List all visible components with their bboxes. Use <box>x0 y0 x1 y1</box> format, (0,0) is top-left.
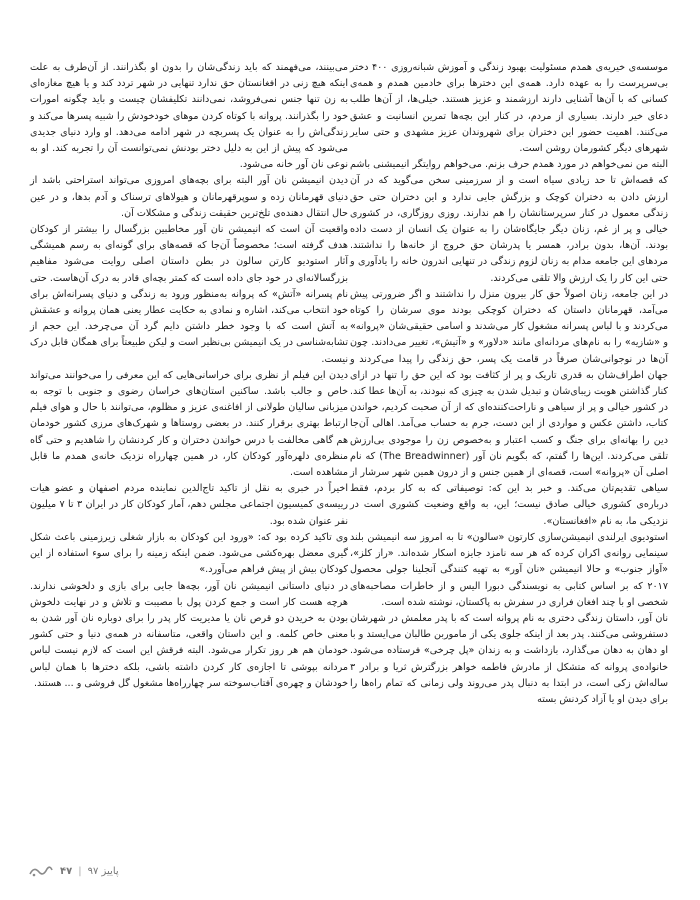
paragraph: دیدن انیمیشن نان آور البته برای بچه‌های امروزی می‌تواند استراحتی باشد از دنیای قهرمانان زده و سوپرقهرمانان و هیولاهای ترسناک و آدم بدها، و در عین حال انتقال دهنده‌ی تلخ‌ترین حقیقت زندگی و مشکلات آن. <box>30 175 348 219</box>
paragraph: می‌بینند، می‌فهمند که باید زندگی‌شان را بدون او بگذرانند. از آن‌طرف به علت اینکه هیچ زنی در افغانستان حق ندارد تنهایی در شهر تردد کند و یا هیچ مغازه‌ای به زن تنها جنس نمی‌فروشد، نمی‌دانند تکلیفشان چیست و باید چگونه امورات خود را بگذرانند. پروانه با کوتاه کردن موهای خودخودش را شبیه پسرها می‌کند و زندگی‌اش را به عنوان یک پسربچه در شهر ادامه می‌دهد. او وارد دنیای جدیدی می‌شود که پیش از این به دلیل دختر بودنش نمی‌توانست آن را تجربه کند. او به نوعی نان آور خانه می‌شود. <box>30 62 348 171</box>
paragraph: موسسه‌ی خیریه‌ی همدم مسئولیت بهبود زندگی و آموزش شبانه‌روزی ۴۰۰ دختر بی‌سرپرست را به عهده دارد. همه‌ی این دخترها برای خادمین همدم و همه‌ی کسانی که با آن‌ها آشنایی دارند ارزشمند و عزیز هستند. خیلی‌ها، از آن‌ها طلب دعای خیر دارند. بسیاری از مردم، در کنار این بچه‌ها تمرین انسانیت و عشق می‌کنند. اهمیت حضور این دختران برای شهروندان عزیز مشهدی و حتی سایر شهرهای دیگر کشورمان روشن است. <box>350 62 668 155</box>
paragraph: در دنیای داستانی انیمیشن نان آور، بچه‌ها جایی برای بازی و دلخوشی ندارند. هرچه هست کار است و جمع کردن پول با مصیبت و تلاش و در نهایت دلخوش بودن به خریدن دو قرص نان یا مدیریت کار پدر را برای دوباره نان آور شدن به معنی خاص کلمه. و این داستان واقعی، متاسفانه در همه‌ی دنیا و حتی کشور خودمان هم هر روز تکرار می‌شود. البته فرقش این است که لازم نیست لباس مردانه بپوشی تا اجازه‌ی کار کردن داشته باشی، بلکه دختر‌ها با همان لباس خودشان و چهره‌ی آفتاب‌سوخته سر چهارراه‌ها مشغول گل فروشی و ... هستند. <box>30 580 348 689</box>
paragraph: اخیراً در خبری به نقل از تاکید تاج‌الدین نماینده مردم اصفهان و عضو هیات رییسه‌ی کمیسیون اجتماعی مجلس دهم، آمار کودکان کار در ایران ۳ تا ۷ میلیون نفر عنوان شده بود. <box>30 483 348 527</box>
paragraph: واقعیت آن است که انیمیشن نان آور مخاطبین بزرگسال را بیشتر از کودکان هدف گرفته است؛ مخصوصاً آن‌جا که قصه‌های برای گونه‌ای به رسم همیشگی آثار استودیو کارتن سالون در بطن داستان اصلی روایت می‌شود مفاهیم بزرگسالانه‌ای در خود جای داده است که کمتر بچه‌ای قادر به درک آن‌هاست. حتی نام پسرانه «آتش» که پروانه به‌منظور ورود به زندگی و دنیای پسرانه‌اش برای خود انتخاب می‌کند، اشاره و نمادی به حکایت عطار یعنی همان پروانه و عشقش به آتش است که با وجود خطر داشتن دایم گرد آن می‌چرخد. این حجم از تشابه‌شناسی در یک انیمیشن بی‌نظیر است و لیکن طبیعتاً برای همگان قابل درک نیست. <box>30 224 348 365</box>
paragraph: استودیوی ایرلندی انیمیشن‌سازی کارتون «سالون» تا به امروز سه انیمیشن بلند سینمایی روانه‌ی اکران کرده که هر سه نامزد جایزه اسکار شده‌اند. «راز کلز»، «آواز جنوب» و حالا انیمیشن «نان آور» به تهیه کنندگی آنجلینا جولی محصول ۲۰۱۷ که بر اساس کتابی به نویسندگی دبورا الیس و از خاطرات مصاحبه‌های شخصی او با چند افغان فراری در سفرش به پاکستان، نوشته شده است. <box>350 531 668 608</box>
page-footer <box>28 864 119 878</box>
footer-divider: | <box>78 865 82 877</box>
paragraph: در این جامعه، زنان اصولاً حق کار بیرون منزل را نداشتند و اگر ضرورتی پیش می‌آمد، قهرمانان داستان که دختران کوچکی بودند موی سرشان را کوتاه می‌کردند و با لباس پسرانه مشغول کار می‌شدند و اسامی حقیقی‌شان «پروانه» و «شازیه» را به نام‌های مردانه‌ای مانند «دلاور» و «آتیش»، تغییر می‌دادند. چون آن‌ها در نوجوانی‌شان صرفاً در قامت یک پسر، حق زندگی را پیدا می‌کردند و جهان اطراف‌شان به قدری تاریک و پر از کثافت بود که این حق را تنها در ازای کنار گذاشتن هویت زیبای‌شان و تبدیل شدن به چیزی که نبودند، به آن‌ها عطا کند. در کشور خیالی و پر از سیاهی و ناراحت‌کننده‌ای که از آن صحبت کردیم، خواندن کتاب، داشتن عکس و مواردی از این دست، جرم به حساب می‌آمد. اهالی آن‌جا دین را بهانه‌ای برای جنگ و کسب اعتبار و به‌خصوص زن را موجودی بی‌ارزش تلقی می‌کردند. این‌ها را گفتم، که بگویم نان آور (The Breadwinner) که نام اصلی آن «پروانه» است، قصه‌ای از همین جنس و از درون همین شهر سرشار از سیاهی تقدیم‌تان می‌کند. و خبر بد این که: توصیفاتی که به کار بردم، فقط درباره‌ی کشوری خیالی صادق نیست؛ این، به واقع وضعیت کشوری است در نزدیکی ما، به نام «افغانستان». <box>350 288 669 527</box>
page-number: ۴۷ <box>60 865 73 877</box>
article-column-right <box>350 60 668 708</box>
magazine-logo-icon <box>28 864 54 878</box>
issue-label: پاییز ۹۷ <box>87 865 119 877</box>
paragraph: وی تاکید کرده بود که: «ورود این کودکان به بازار شغلی زیرزمینی باعث شکل گیری معضل بهره‌کشی می‌شود. ضمن اینکه زمینه را برای سوء استفاده از این کودکان بیش از پیش فراهم می‌آورد.» <box>30 531 348 576</box>
article-column-left <box>30 60 348 692</box>
paragraph: نان آور، داستان زندگی دختری به نام پروانه است که با پدر معلمش در شهرشان دستفروشی می‌کنند. پدر بعد از اینکه جلوی یکی از ماموربن طالبان می‌ایستد و با او دهان به دهان می‌گذارد، بازداشت و به زندان «پل چرخی» فرستاده می‌شود. خانواده‌ی پروانه که متشکل از مادرش فاطمه خواهر بزرگترش ثریا و برادر ۳ ساله‌اش زکی است، در ابتدا به دنبال پدر می‌روند ولی زمانی که تمام راه‌ها را برای دیدن او یا آزاد کردنش بسته <box>350 612 668 705</box>
paragraph: البته من نمی‌خواهم در مورد همدم حرف بزنم. می‌خواهم روایتگر انیمیشنی باشم که قصه‌اش تا حد زیادی سیاه است و از سرزمینی سخن می‌گوید که در آن ارزش دادن به دختران کوچک و بزرگش جایی ندارد و این دختران حتی حق زندگی معمول در کنار سرپرستانشان را هم ندارند. روزی روزگاری، در کشوری خیالی و پر از غم، زنان دیگر جایگاه‌شان را به عنوان یک انسان از دست داده بودند. آن‌ها، بدون برادر، همسر یا پدرشان حق خروج از خانه‌ها را نداشتند. مردهای این جامعه مدام به زنان لزوم زندگی در تنهایی اندرون خانه را یادآوری و حتی این کار را یک ارزش والا تلقی می‌کردند. <box>350 159 668 284</box>
paragraph: دیدن این فیلم از نظری برای خراسانی‌هایی که این معرفی را می‌خوانند می‌تواند خاص و جالب باشد. ساکنین استان‌های خراسان رضوی و جنوبی با توجه به میزبانی سالیان طولانی از افاغنه‌ی عزیز و مظلوم، می‌توانند با حال و هوای فیلم ارتباط بهتری برقرار کنند. در بعضی روستاها و شهرک‌های مرزی کشور خودمان هم گاهی مخالفت با درس خواندن دختران و کار کردنشان را شاهدیم و حتی گاه منظره‌ی دلهره‌آور کودکان کار، در همین چهارراه نزدیک خانه‌ی همدم ما قابل مشاهده است. <box>30 369 348 479</box>
